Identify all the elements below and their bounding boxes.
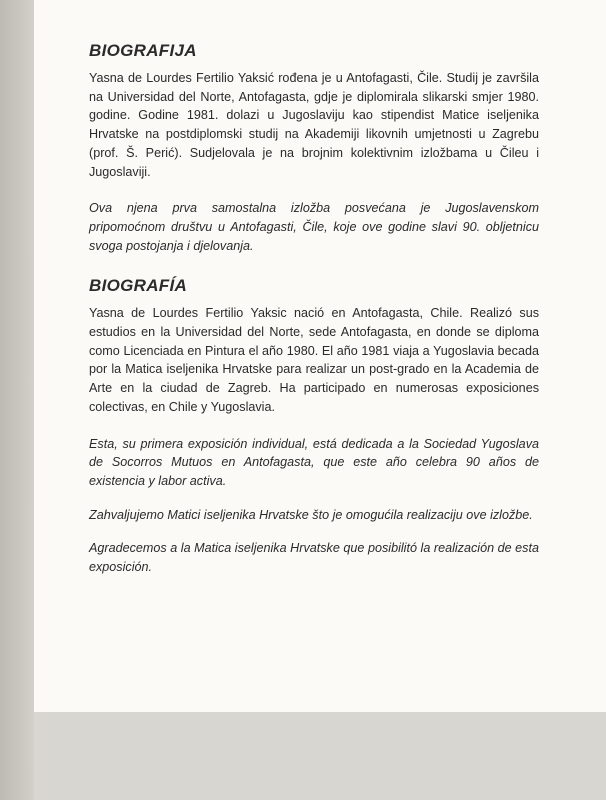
scan-left-edge	[0, 0, 34, 800]
croatian-heading: BIOGRAFIJA	[89, 41, 197, 60]
spanish-heading: BIOGRAFÍA	[89, 276, 188, 296]
spanish-dedication: Esta, su primera exposición individual, está dedicada a la Sociedad Yugoslava de Socorros Mutuos en Antofagasta, que este año celebra 90 años de existencia y labor activa.	[89, 436, 539, 488]
thanks-spanish: Agradecemos a la Matica iseljenika Hrvatske que posibilitó la realización de esta exposición.	[89, 541, 539, 575]
spanish-section	[89, 275, 539, 490]
croatian-section	[89, 40, 539, 255]
page-content	[89, 40, 539, 577]
croatian-bio: Yasna de Lourdes Fertilio Yaksić rođena je u Antofagasti, Čile. Studij je završila na Universidad del Norte, Antofagasta, gdje je diplomirala slikarski smjer 1980. godine. Godine 1981. dolazi u Jugoslaviju kao stipendist Matice iseljenika Hrvatske na postdiplomski studij na Akademiji likovnih umjetnosti u Zagrebu (prof. Š. Perić). Sudjelovala je na brojnim kolektivnim izložbama u Čileu i Jugoslaviji.	[89, 71, 539, 179]
thanks-croatian: Zahvaljujemo Matici iseljenika Hrvatske što je omogućila realizaciju ove izložbe.	[89, 507, 533, 522]
scan-bottom-area	[34, 712, 606, 800]
spanish-bio: Yasna de Lourdes Fertilio Yaksic nació en Antofagasta, Chile. Realizó sus estudios en la Universidad del Norte, sede Antofagasta, en donde se diploma como Licenciada en Pintura el año 1980. El año 1981 viaja a Yugoslavia becada por la Matica iseljenika Hrvatske para realizar un post-grado en la Academia de Arte en la ciudad de Zagreb. Ha participado en numerosas exposiciones colectivas, en Chile y Yugoslavia.	[89, 306, 539, 414]
croatian-dedication: Ova njena prva samostalna izložba posvećana je Jugoslavenskom pripomoćnom društvu u Antofagasti, Čile, koje ove godine slavi 90. obljetnicu svoga postojanja i djelovanja.	[89, 201, 539, 253]
